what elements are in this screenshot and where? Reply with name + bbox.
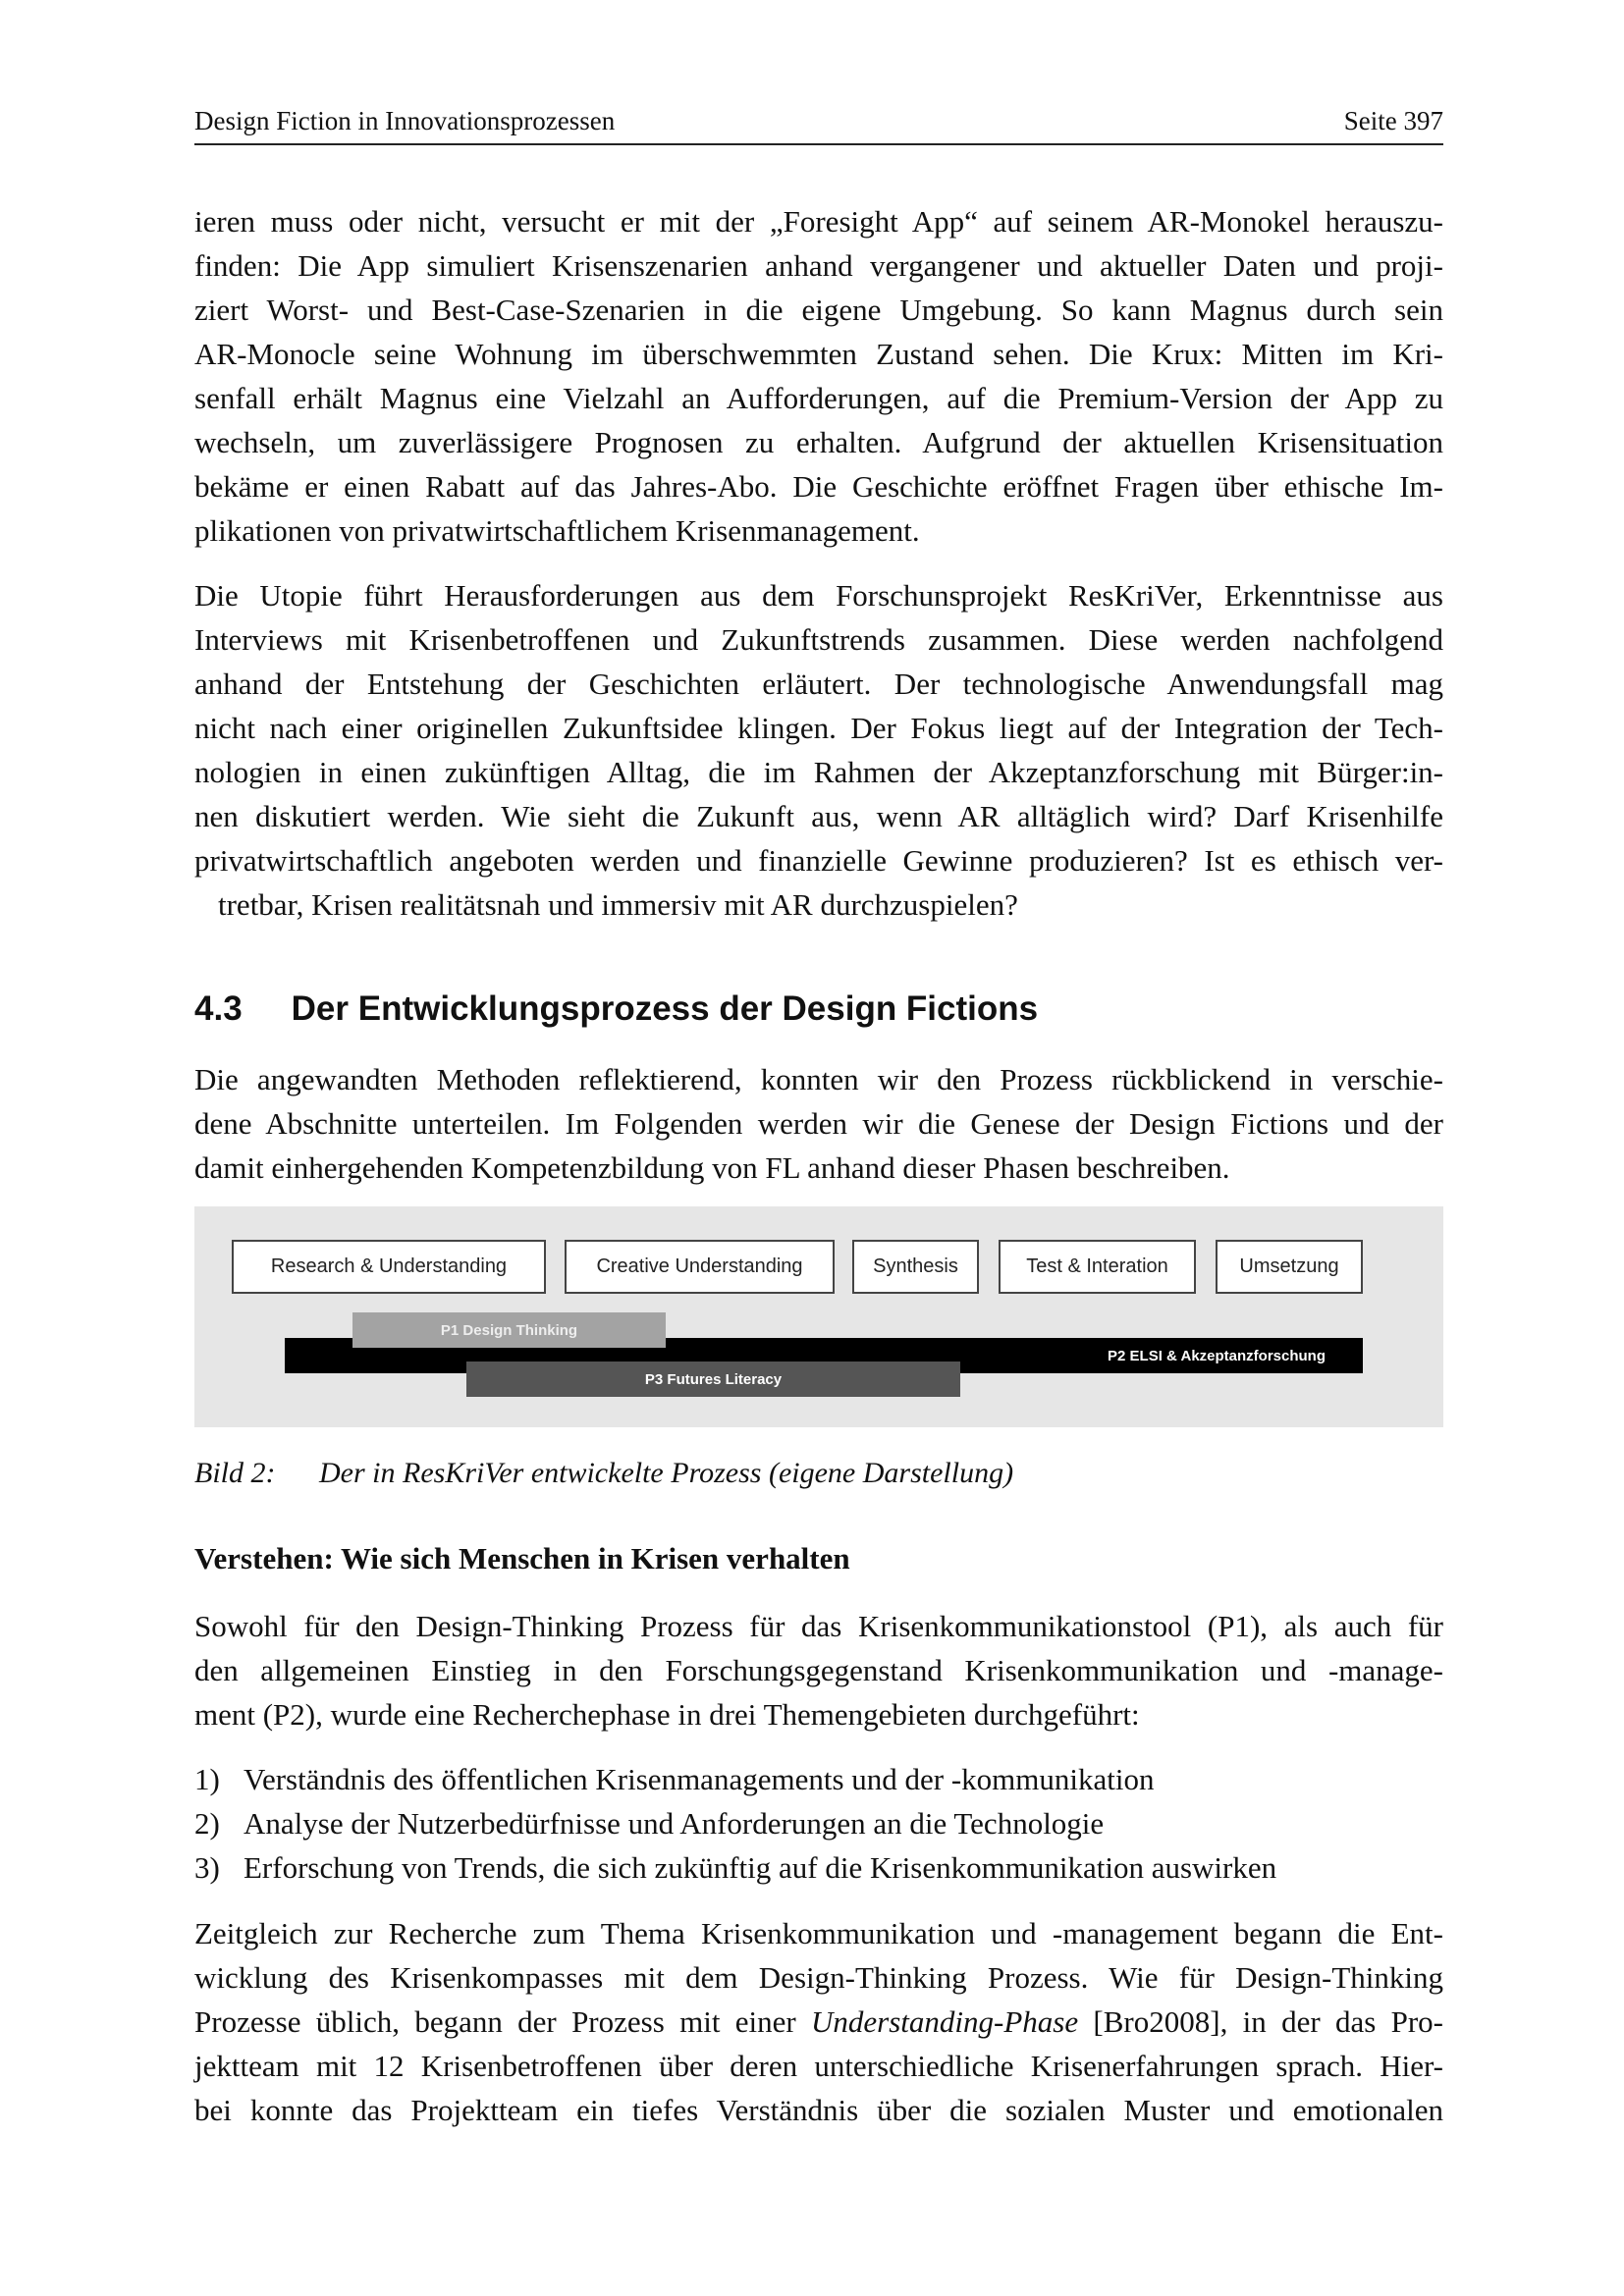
phase-box: Test & Interation (999, 1240, 1196, 1294)
text-line: Sowohl für den Design-Thinking Prozess für das Krisenkommunikationstool (P1), als auch für (194, 1609, 1443, 1643)
text-line: tretbar, Krisen realitätsnah und immersiv mit AR durchzuspielen? (218, 887, 1018, 922)
figure-caption: Der in ResKriVer entwickelte Prozess (eigene Darstellung) (319, 1457, 1014, 1489)
subheading: Verstehen: Wie sich Menschen in Krisen verhalten (194, 1541, 850, 1575)
section-title: Der Entwicklungsprozess der Design Fictions (291, 989, 1039, 1028)
list-text: Erforschung von Trends, die sich zukünftig auf die Krisenkommunikation auswirken (244, 1850, 1277, 1885)
text-line: senfall erhält Magnus eine Vielzahl an Aufforderungen, auf die Premium-Version der App zu (194, 381, 1443, 415)
running-header-title: Design Fiction in Innovationsprozessen (194, 106, 616, 135)
section-heading (194, 989, 1038, 1029)
text-line: finden: Die App simuliert Krisenszenarien anhand vergangener und aktueller Daten und proji- (194, 248, 1443, 283)
text-line: Die angewandten Methoden reflektierend, konnten wir den Prozess rückblickend in verschie- (194, 1062, 1443, 1096)
paragraph-3 (194, 1057, 1443, 1190)
text-line: wechseln, um zuverlässigere Prognosen zu erhalten. Aufgrund der aktuellen Krisensituation (194, 425, 1443, 459)
phase-box: Creative Understanding (565, 1240, 835, 1294)
section-number: 4.3 (194, 989, 243, 1028)
p1-bar: P1 Design Thinking (352, 1312, 666, 1348)
text-line: privatwirtschaftlich angeboten werden und finanzielle Gewinne produzieren? Ist es ethisch ver- (194, 843, 1443, 878)
text-line: Interviews mit Krisenbetroffenen und Zukunftstrends zusammen. Diese werden nachfolgend (194, 622, 1443, 657)
header-rule (194, 143, 1443, 145)
text-line: AR-Monocle seine Wohnung im überschwemmten Zustand sehen. Die Krux: Mitten im Kri- (194, 337, 1443, 371)
text-line: bekäme er einen Rabatt auf das Jahres-Abo. Die Geschichte eröffnet Fragen über ethische Im- (194, 469, 1443, 504)
list-item (194, 1757, 1443, 1801)
numbered-list (194, 1757, 1443, 1890)
list-item (194, 1801, 1443, 1845)
figure-caption-label: Bild 2: (194, 1457, 276, 1489)
text-span: [Bro2008], in der das Pro- (1078, 2004, 1443, 2039)
phase-box: Research & Understanding (232, 1240, 546, 1294)
text-line: nologien in einen zukünftigen Alltag, die im Rahmen der Akzeptanzforschung mit Bürger:in- (194, 755, 1443, 789)
text-line: ziert Worst- und Best-Case-Szenarien in die eigene Umgebung. So kann Magnus durch sein (194, 293, 1443, 327)
page-number: Seite 397 (1343, 106, 1443, 135)
list-number: 2) (194, 1806, 220, 1841)
text-line: Die Utopie führt Herausforderungen aus dem Forschunsprojekt ResKriVer, Erkenntnisse aus (194, 578, 1443, 613)
text-line: nicht nach einer originellen Zukunftsidee klingen. Der Fokus liegt auf der Integration der Tech- (194, 711, 1443, 745)
text-line: wicklung des Krisenkompasses mit dem Design-Thinking Prozess. Wie für Design-Thinking (194, 1960, 1443, 1995)
p2-bar: P2 ELSI & Akzeptanzforschung (285, 1338, 1363, 1373)
text-line: dene Abschnitte unterteilen. Im Folgenden werden wir die Genese der Design Fictions und der (194, 1106, 1443, 1141)
list-number: 1) (194, 1762, 220, 1796)
text-line: nen diskutiert werden. Wie sieht die Zukunft aus, wenn AR alltäglich wird? Darf Krisenhilfe (194, 799, 1443, 833)
paragraph-5 (194, 1911, 1443, 2132)
text-line: jektteam mit 12 Krisenbetroffenen über deren unterschiedliche Krisenerfahrungen sprach. Hier- (194, 2049, 1443, 2083)
text-line (194, 2000, 1443, 2044)
phase-box: Synthesis (852, 1240, 979, 1294)
text-line: damit einhergehenden Kompetenzbildung von FL anhand dieser Phasen beschreiben. (194, 1150, 1230, 1185)
list-item (194, 1845, 1443, 1890)
text-line: anhand der Entstehung der Geschichten erläutert. Der technologische Anwendungsfall mag (194, 667, 1443, 701)
emphasis-term: Understanding-Phase (811, 2004, 1079, 2039)
p3-bar: P3 Futures Literacy (466, 1362, 960, 1397)
paragraph-2 (194, 573, 1443, 927)
paragraph-1 (194, 199, 1443, 553)
phase-box: Umsetzung (1216, 1240, 1363, 1294)
paragraph-4 (194, 1604, 1443, 1736)
text-line: ment (P2), wurde eine Recherchephase in drei Themengebieten durchgeführt: (194, 1697, 1140, 1732)
text-line: den allgemeinen Einstieg in den Forschungsgegenstand Krisenkommunikation und -manage- (194, 1653, 1443, 1687)
list-text: Analyse der Nutzerbedürfnisse und Anforderungen an die Technologie (244, 1806, 1105, 1841)
text-line: ieren muss oder nicht, versucht er mit der „Foresight App“ auf seinem AR-Monokel herauszu- (194, 204, 1443, 239)
text-span: Prozesse üblich, begann der Prozess mit einer (194, 2004, 812, 2039)
text-line: bei konnte das Projektteam ein tiefes Verständnis über die sozialen Muster und emotionalen (194, 2093, 1443, 2127)
list-text: Verständnis des öffentlichen Krisenmanagements und der -kommunikation (244, 1762, 1155, 1796)
process-figure (194, 1206, 1443, 1427)
text-line: Zeitgleich zur Recherche zum Thema Krisenkommunikation und -management begann die Ent- (194, 1916, 1443, 1950)
list-number: 3) (194, 1850, 220, 1885)
text-line: plikationen von privatwirtschaftlichem Krisenmanagement. (194, 513, 920, 548)
